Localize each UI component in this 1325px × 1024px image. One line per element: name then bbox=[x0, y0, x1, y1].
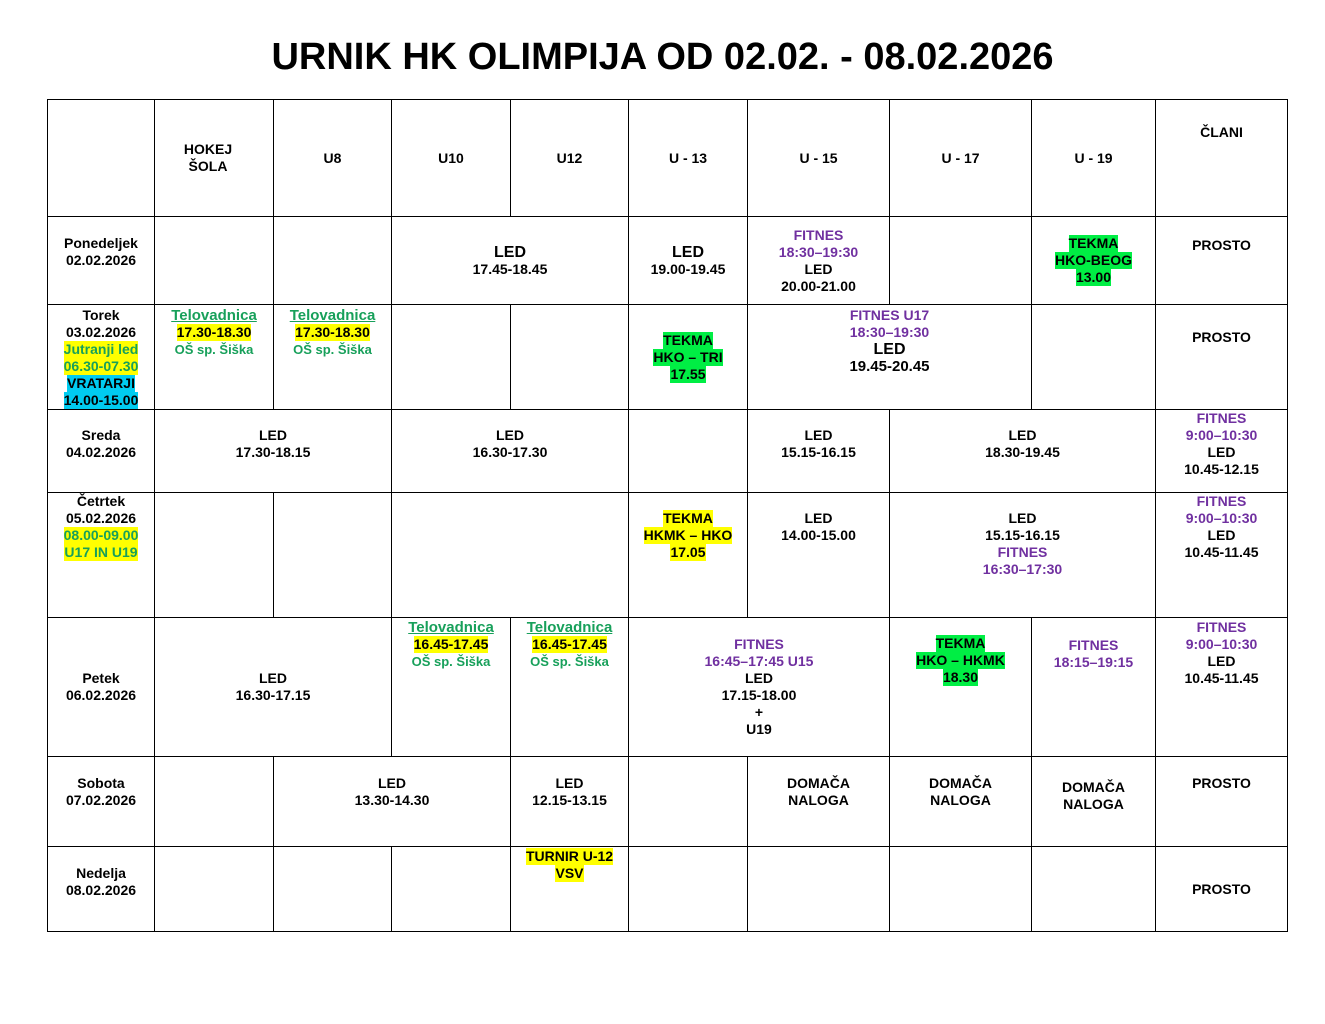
match-label: TEKMA bbox=[663, 510, 713, 526]
activity-time: 15.15-16.15 bbox=[781, 444, 856, 460]
homework-label-2: NALOGA bbox=[1063, 796, 1124, 812]
match-time: 18.30 bbox=[942, 669, 979, 685]
header-u13: U - 13 bbox=[629, 100, 748, 217]
cell-thu-u13 bbox=[629, 493, 748, 618]
gym-location: OŠ sp. Šiška bbox=[411, 654, 491, 669]
activity-time: 16.30-17.15 bbox=[235, 687, 311, 703]
cell-sun-u8 bbox=[274, 847, 392, 932]
cell-sun-clani: PROSTO bbox=[1156, 847, 1288, 932]
activity-label: LED bbox=[378, 775, 406, 791]
gym-time: 17.30-18.30 bbox=[295, 324, 370, 340]
fitnes-time: 16:30–17:30 bbox=[982, 561, 1063, 577]
activity-label: LED bbox=[496, 427, 524, 443]
day-name: Ponedeljek bbox=[64, 235, 138, 251]
match-teams: HKO – HKMK bbox=[916, 652, 1005, 668]
gym-time: 16.45-17.45 bbox=[413, 636, 489, 652]
cell-fri-hokej-sola-u8 bbox=[155, 618, 392, 757]
activity-label: LED bbox=[804, 260, 833, 277]
day-cell-thursday bbox=[48, 493, 155, 618]
cell-sun-u19 bbox=[1032, 847, 1156, 932]
cell-sat-u12 bbox=[511, 757, 629, 847]
cell-sun-u15 bbox=[748, 847, 890, 932]
activity-time: 13.30-14.30 bbox=[354, 792, 430, 808]
homework-label-2: NALOGA bbox=[788, 792, 849, 808]
cell-mon-u13 bbox=[629, 217, 748, 305]
row-tuesday bbox=[48, 305, 1288, 410]
day-date: 08.02.2026 bbox=[65, 882, 137, 898]
cell-mon-clani: PROSTO bbox=[1156, 217, 1288, 305]
fitnes-label: FITNES U17 bbox=[849, 307, 930, 323]
activity-time: 14.00-15.00 bbox=[781, 527, 856, 543]
cell-fri-u19 bbox=[1032, 618, 1156, 757]
activity-label: LED bbox=[555, 775, 584, 791]
day-cell-wednesday bbox=[48, 410, 155, 493]
goalies-label: VRATARJI bbox=[67, 375, 135, 391]
header-u10: U10 bbox=[392, 100, 511, 217]
cell-tue-hokej-sola bbox=[155, 305, 274, 410]
activity-label: LED bbox=[672, 243, 704, 261]
gym-location: OŠ sp. Šiška bbox=[530, 654, 609, 669]
fitnes-label: FITNES bbox=[1068, 637, 1119, 653]
cell-fri-clani bbox=[1156, 618, 1288, 757]
day-cell-friday bbox=[48, 618, 155, 757]
day-cell-tuesday bbox=[48, 305, 155, 410]
header-clani: ČLANI bbox=[1156, 100, 1288, 217]
cell-sun-u12 bbox=[511, 847, 629, 932]
gym-time: 16.45-17.45 bbox=[532, 636, 607, 652]
row-thursday bbox=[48, 493, 1288, 618]
activity-label: LED bbox=[1008, 510, 1037, 526]
match-label: TEKMA bbox=[663, 331, 713, 348]
goalies-time: 14.00-15.00 bbox=[63, 392, 139, 408]
activity-time: 10.45-11.45 bbox=[1184, 544, 1259, 560]
gym-location: OŠ sp. Šiška bbox=[174, 342, 254, 357]
cell-sun-u10 bbox=[392, 847, 511, 932]
plus-sign: + bbox=[754, 704, 764, 720]
activity-group: U19 bbox=[746, 721, 772, 737]
cell-mon-hokej-sola bbox=[155, 217, 274, 305]
gym-location: OŠ sp. Šiška bbox=[293, 342, 372, 357]
activity-time: 17.15-18.00 bbox=[721, 687, 797, 703]
activity-time: 17.30-18.15 bbox=[235, 444, 311, 460]
header-u8: U8 bbox=[274, 100, 392, 217]
cell-mon-u10-u12 bbox=[392, 217, 629, 305]
match-label: TEKMA bbox=[935, 635, 986, 651]
fitnes-label: FITNES bbox=[734, 636, 784, 652]
day-name: Petek bbox=[82, 670, 120, 686]
cell-tue-u12 bbox=[511, 305, 629, 410]
activity-label: LED bbox=[873, 341, 906, 358]
fitnes-time: 18:30–19:30 bbox=[849, 324, 930, 340]
cell-sat-u13 bbox=[629, 757, 748, 847]
cell-fri-u13-u15 bbox=[629, 618, 890, 757]
day-date: 05.02.2026 bbox=[65, 510, 137, 526]
fitnes-label: FITNES bbox=[997, 544, 1048, 560]
match-time: 17.05 bbox=[670, 544, 706, 560]
day-name: Torek bbox=[82, 307, 120, 323]
activity-label: LED bbox=[1207, 444, 1236, 460]
activity-time: 18.30-19.45 bbox=[985, 444, 1060, 460]
cell-fri-u10 bbox=[392, 618, 511, 757]
morning-ice-label: Jutranji led bbox=[63, 341, 139, 357]
cell-wed-hokej-sola-u8 bbox=[155, 410, 392, 493]
activity-time: 20.00-21.00 bbox=[781, 277, 856, 294]
cell-mon-u19 bbox=[1032, 217, 1156, 305]
activity-label: LED bbox=[804, 427, 833, 443]
cell-tue-u10 bbox=[392, 305, 511, 410]
day-date: 07.02.2026 bbox=[65, 792, 137, 808]
day-cell-sunday bbox=[48, 847, 155, 932]
match-teams: HKO – TRI bbox=[653, 348, 723, 365]
activity-label: LED bbox=[804, 510, 833, 526]
fitnes-label: FITNES bbox=[1196, 410, 1247, 426]
activity-label: LED bbox=[259, 427, 287, 443]
cell-wed-u13 bbox=[629, 410, 748, 493]
gym-label: Telovadnica bbox=[171, 307, 257, 324]
row-friday bbox=[48, 618, 1288, 757]
match-time: 17.55 bbox=[670, 365, 706, 382]
day-cell-monday bbox=[48, 217, 155, 305]
day-date: 04.02.2026 bbox=[65, 444, 137, 460]
activity-time: 19.00-19.45 bbox=[650, 260, 726, 277]
cell-tue-u19 bbox=[1032, 305, 1156, 410]
activity-time: 19.45-20.45 bbox=[849, 358, 930, 375]
cell-sat-hokej-sola bbox=[155, 757, 274, 847]
cell-mon-u15 bbox=[748, 217, 890, 305]
cell-mon-u17 bbox=[890, 217, 1032, 305]
cell-wed-u17-u19 bbox=[890, 410, 1156, 493]
activity-time: 12.15-13.15 bbox=[532, 792, 607, 808]
cell-sat-u19 bbox=[1032, 757, 1156, 847]
homework-label-1: DOMAČA bbox=[1062, 779, 1125, 795]
day-date: 06.02.2026 bbox=[65, 687, 137, 703]
row-wednesday bbox=[48, 410, 1288, 493]
cell-thu-u8 bbox=[274, 493, 392, 618]
fitnes-label: FITNES bbox=[1196, 619, 1247, 635]
cell-tue-u13 bbox=[629, 305, 748, 410]
cell-sun-hokej-sola bbox=[155, 847, 274, 932]
row-saturday bbox=[48, 757, 1288, 847]
tournament-venue: VSV bbox=[555, 865, 584, 881]
gym-label: Telovadnica bbox=[526, 619, 613, 636]
cell-sat-u8-u10 bbox=[274, 757, 511, 847]
cell-thu-hokej-sola bbox=[155, 493, 274, 618]
header-row bbox=[48, 100, 1288, 217]
activity-time: 10.45-11.45 bbox=[1184, 670, 1259, 686]
gym-time: 17.30-18.30 bbox=[176, 324, 252, 340]
cell-sat-u17 bbox=[890, 757, 1032, 847]
activity-label: LED bbox=[1207, 527, 1236, 543]
cell-fri-u17 bbox=[890, 618, 1032, 757]
page-title: URNIK HK OLIMPIJA OD 02.02. - 08.02.2026 bbox=[271, 36, 1054, 78]
day-date: 02.02.2026 bbox=[65, 252, 137, 268]
match-teams: HKO-BEOG bbox=[1055, 252, 1132, 268]
activity-label: LED bbox=[494, 243, 526, 261]
fitnes-label: FITNES bbox=[793, 226, 844, 243]
activity-time: 10.45-12.15 bbox=[1184, 461, 1259, 477]
header-sola-line: ŠOLA bbox=[188, 158, 228, 174]
day-name: Sreda bbox=[81, 427, 121, 443]
fitnes-time: 16:45–17:45 U15 bbox=[704, 653, 814, 669]
header-hokej-sola bbox=[155, 100, 274, 217]
cell-thu-clani bbox=[1156, 493, 1288, 618]
match-label: TEKMA bbox=[1068, 235, 1119, 251]
cell-thu-u15 bbox=[748, 493, 890, 618]
day-date: 03.02.2026 bbox=[65, 324, 137, 340]
cell-thu-u10-u12 bbox=[392, 493, 629, 618]
cell-sun-u17 bbox=[890, 847, 1032, 932]
cell-thu-u17-u19 bbox=[890, 493, 1156, 618]
fitnes-time: 18:30–19:30 bbox=[778, 243, 859, 260]
day-name: Nedelja bbox=[76, 865, 126, 881]
homework-label-2: NALOGA bbox=[930, 792, 991, 808]
day-cell-saturday bbox=[48, 757, 155, 847]
match-time: 13.00 bbox=[1075, 269, 1112, 285]
schedule-table bbox=[47, 99, 1288, 932]
cell-sun-u13 bbox=[629, 847, 748, 932]
homework-label-1: DOMAČA bbox=[787, 775, 850, 791]
header-u15: U - 15 bbox=[748, 100, 890, 217]
row-monday bbox=[48, 217, 1288, 305]
cell-tue-u15-u17 bbox=[748, 305, 1032, 410]
activity-label: LED bbox=[259, 670, 287, 686]
cell-sat-clani: PROSTO bbox=[1156, 757, 1288, 847]
match-teams: HKMK – HKO bbox=[643, 527, 733, 543]
header-u19: U - 19 bbox=[1032, 100, 1156, 217]
activity-time: 15.15-16.15 bbox=[985, 527, 1060, 543]
cell-sat-u15 bbox=[748, 757, 890, 847]
activity-label: LED bbox=[1008, 427, 1037, 443]
row-sunday bbox=[48, 847, 1288, 932]
day-name: Sobota bbox=[77, 775, 125, 791]
cell-wed-clani bbox=[1156, 410, 1288, 493]
cell-mon-u8 bbox=[274, 217, 392, 305]
extra-ice-time: 08.00-09.00 bbox=[63, 527, 139, 543]
gym-label: Telovadnica bbox=[408, 619, 494, 636]
header-hokej-line: HOKEJ bbox=[183, 141, 233, 157]
activity-time: 17.45-18.45 bbox=[472, 260, 548, 277]
fitnes-time: 9:00–10:30 bbox=[1185, 636, 1258, 652]
header-empty-cell bbox=[48, 100, 155, 217]
day-name: Četrtek bbox=[76, 493, 126, 509]
activity-label: LED bbox=[1207, 653, 1236, 669]
fitnes-label: FITNES bbox=[1196, 493, 1247, 509]
activity-time: 16.30-17.30 bbox=[472, 444, 548, 460]
fitnes-time: 9:00–10:30 bbox=[1185, 510, 1258, 526]
cell-wed-u10-u12 bbox=[392, 410, 629, 493]
cell-wed-u15 bbox=[748, 410, 890, 493]
tournament-label: TURNIR U-12 bbox=[525, 848, 614, 864]
cell-fri-u12 bbox=[511, 618, 629, 757]
cell-tue-clani: PROSTO bbox=[1156, 305, 1288, 410]
extra-ice-groups: U17 IN U19 bbox=[64, 544, 138, 560]
fitnes-time: 9:00–10:30 bbox=[1185, 427, 1258, 443]
header-u17: U - 17 bbox=[890, 100, 1032, 217]
header-u12: U12 bbox=[511, 100, 629, 217]
gym-label: Telovadnica bbox=[289, 307, 376, 324]
activity-label: LED bbox=[745, 670, 773, 686]
cell-tue-u8 bbox=[274, 305, 392, 410]
fitnes-time: 18:15–19:15 bbox=[1053, 654, 1134, 670]
homework-label-1: DOMAČA bbox=[929, 775, 992, 791]
morning-ice-time: 06.30-07.30 bbox=[63, 358, 139, 374]
